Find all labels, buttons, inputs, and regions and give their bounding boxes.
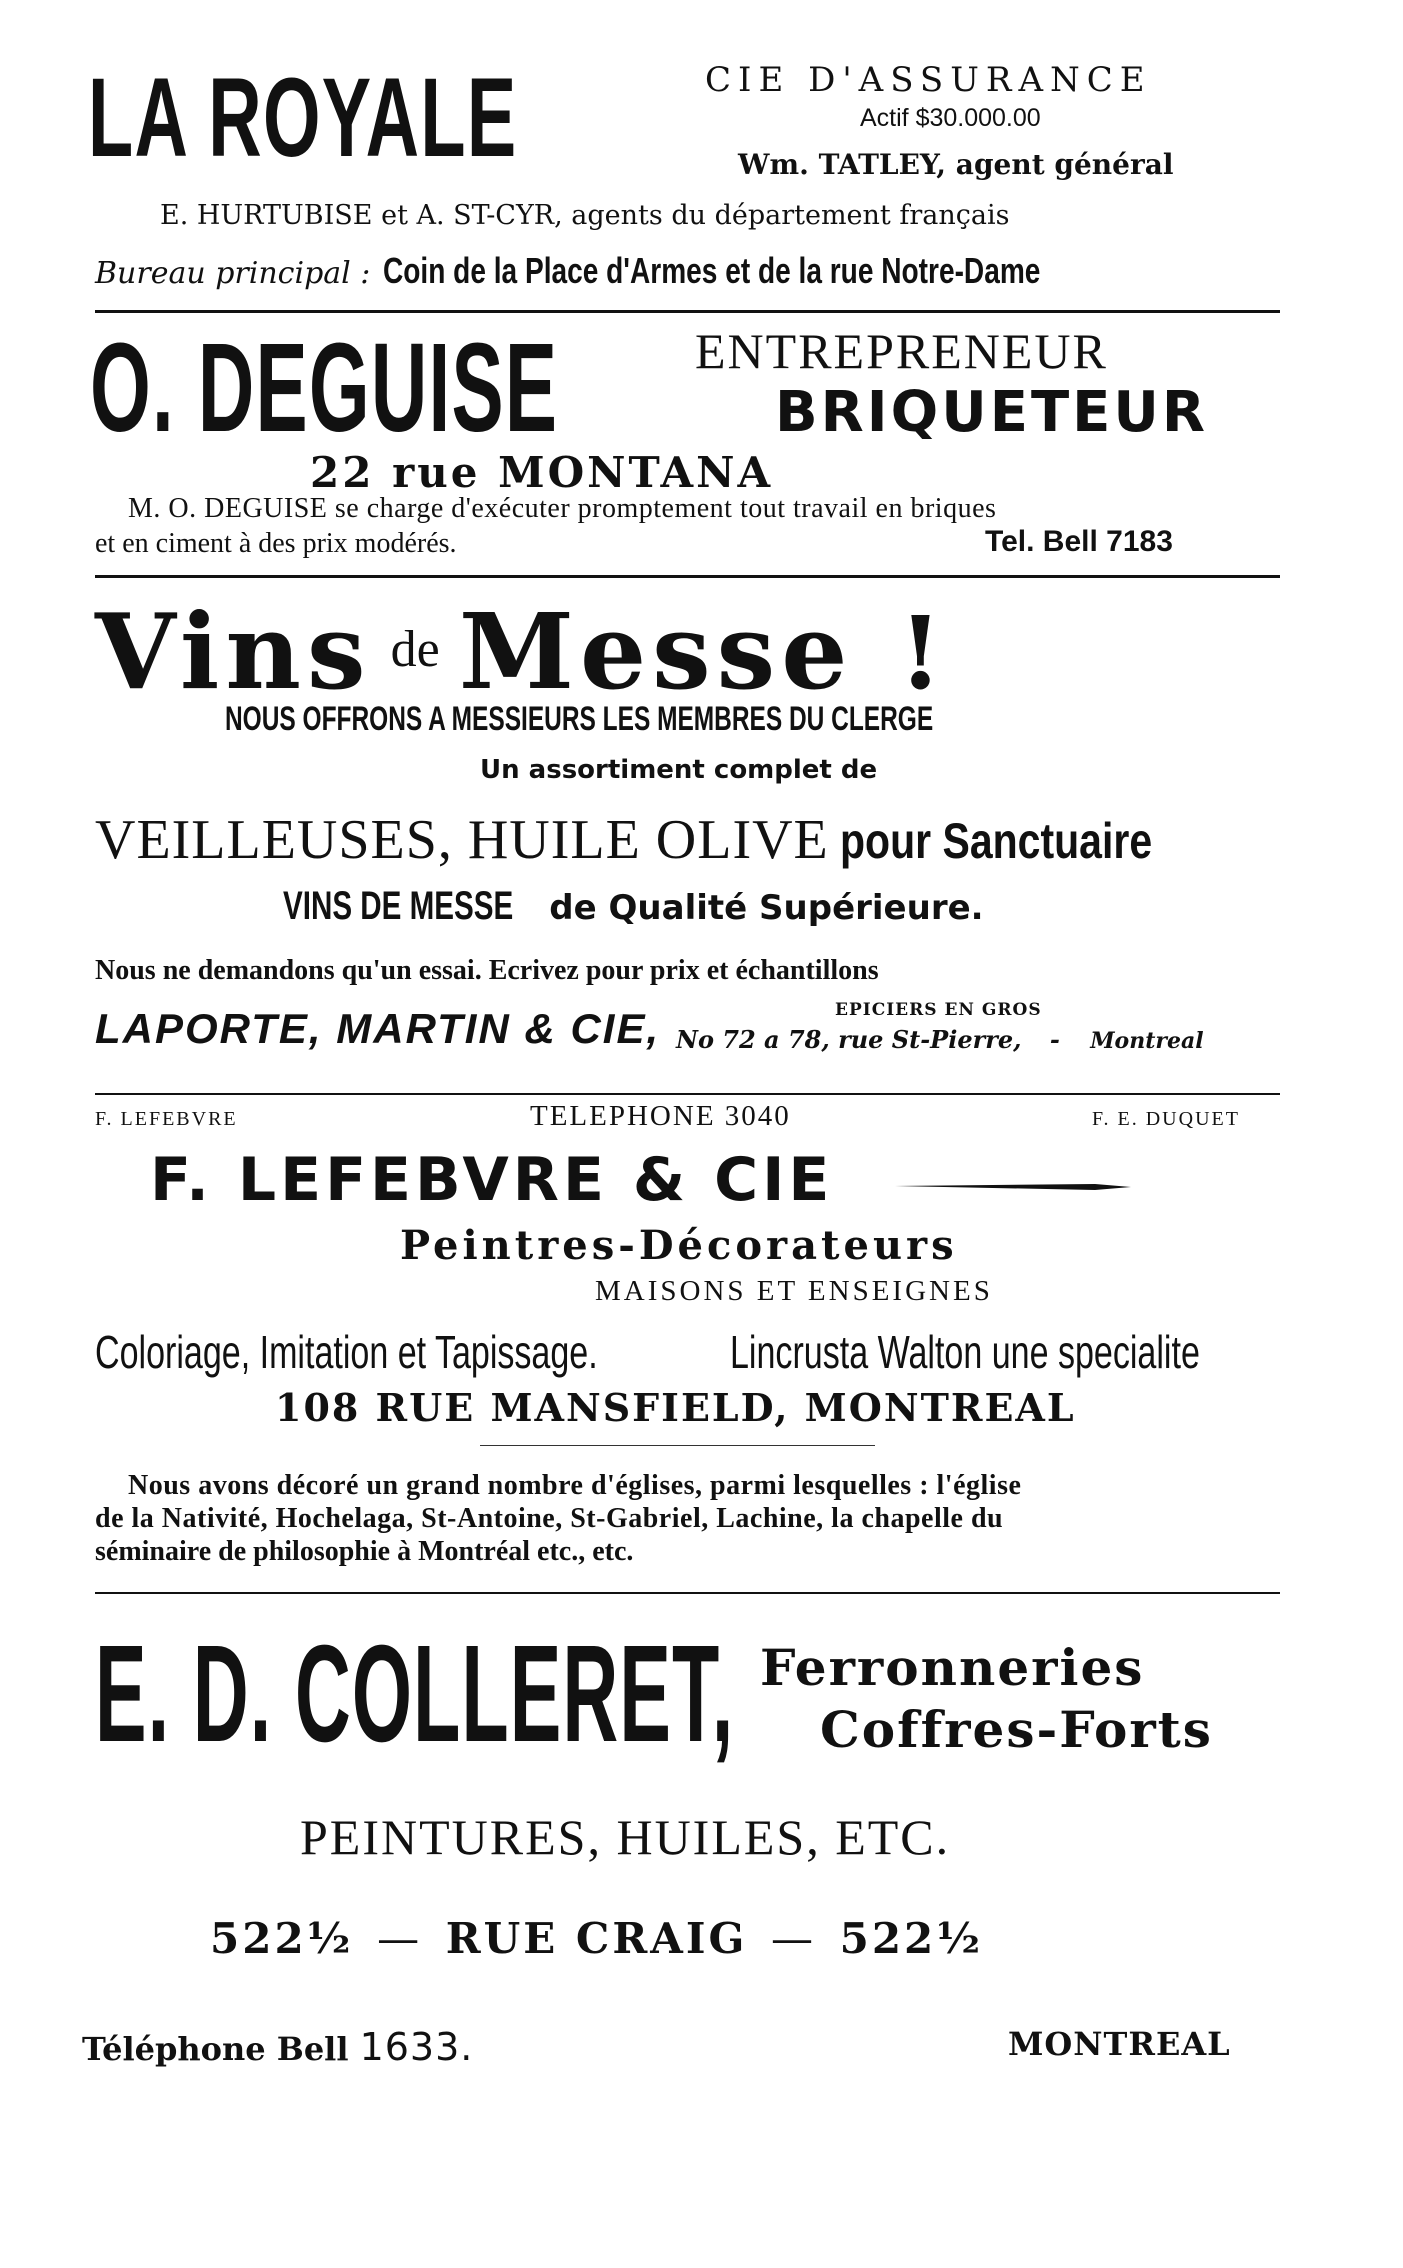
messe-products-b: pour Sanctuaire <box>839 813 1152 869</box>
divider <box>95 310 1280 313</box>
colleret-number-right: 522½ <box>839 1914 984 1963</box>
lefebvre-services-a: Coloriage, Imitation et Tapissage. <box>95 1326 598 1378</box>
messe-heading-vins: Vins <box>95 590 372 713</box>
messe-products-a: VEILLEUSES, HUILE OLIVE <box>95 809 829 871</box>
deguise-address: 22 rue MONTANA <box>310 448 774 497</box>
lefebvre-churches-3: séminaire de philosophie à Montréal etc., etc. <box>95 1536 634 1567</box>
colleret-street: RUE CRAIG <box>445 1914 748 1963</box>
lefebvre-churches-1: Nous avons décoré un grand nombre d'églises, parmi lesquelles : l'église <box>128 1470 1022 1501</box>
royale-assets: Actif $30.000.00 <box>860 104 1041 132</box>
messe-heading-messe: Messe <box>458 590 854 713</box>
lefebvre-churches-2: de la Nativité, Hochelaga, St-Antoine, St-Gabriel, Lachine, la chapelle du <box>95 1503 1004 1534</box>
lefebvre-name: F. LEFEBVRE & CIE <box>150 1145 834 1215</box>
lefebvre-trade: Peintres-Décorateurs <box>400 1222 958 1269</box>
royale-bureau-label: Bureau principal : <box>95 256 371 291</box>
colleret-phone-label: Téléphone Bell <box>82 2030 349 2068</box>
lefebvre-subtrade: MAISONS ET ENSEIGNES <box>595 1275 993 1307</box>
lefebvre-telephone: TELEPHONE 3040 <box>530 1100 791 1132</box>
lefebvre-address: 108 RUE MANSFIELD, MONTREAL <box>275 1385 1076 1430</box>
lefebvre-partner-left: F. LEFEBVRE <box>95 1108 238 1130</box>
messe-offer: NOUS OFFRONS A MESSIEURS LES MEMBRES DU CLERGE <box>225 700 934 738</box>
divider <box>95 575 1280 578</box>
colleret-address <box>210 1914 983 1963</box>
lefebvre-partner-right: F. E. DUQUET <box>1092 1108 1240 1130</box>
deguise-phone: Tel. Bell 7183 <box>985 525 1173 558</box>
deguise-description-1: M. O. DEGUISE se charge d'exécuter promptement tout travail en briques <box>128 493 997 524</box>
colleret-number-left: 522½ <box>210 1914 354 1963</box>
colleret-trade-coffres: Coffres-Forts <box>820 1700 1213 1759</box>
messe-trial: Nous ne demandons qu'un essai. Ecrivez pour prix et échantillons <box>95 955 879 986</box>
colleret-trade-ferronneries: Ferronneries <box>760 1638 1145 1697</box>
royale-company: CIE D'ASSURANCE <box>705 60 1152 100</box>
messe-firm-street: No 72 a 78, rue St-Pierre, <box>676 1025 1022 1054</box>
messe-quality-b: de Qualité Supérieure. <box>549 888 984 928</box>
colleret-city: MONTREAL <box>1008 2025 1231 2063</box>
messe-products <box>95 808 1220 872</box>
colleret-phone <box>82 2025 473 2069</box>
lefebvre-services-b: Lincrusta Walton une specialite <box>730 1326 1200 1378</box>
royale-dept-agents: E. HURTUBISE et A. ST-CYR, agents du département français <box>160 200 1010 231</box>
deguise-description-2: et en ciment à des prix modérés. <box>95 528 457 559</box>
royale-name: LA ROYALE <box>88 55 518 180</box>
royale-agent-general: Wm. TATLEY, agent général <box>738 148 1174 181</box>
messe-firm-name: LAPORTE, MARTIN & CIE, <box>95 1005 661 1052</box>
royale-bureau <box>95 250 1226 292</box>
messe-heading-exclamation: ! <box>898 594 943 712</box>
messe-epiciers: EPICIERS EN GROS <box>835 1000 1042 1020</box>
divider-short <box>480 1445 875 1446</box>
deguise-title-briqueteur: BRIQUETEUR <box>775 380 1209 445</box>
messe-firm-address <box>676 1025 1204 1054</box>
colleret-name: E. D. COLLERET, <box>95 1617 735 1771</box>
messe-quality <box>283 884 984 929</box>
messe-quality-a: VINS DE MESSE <box>283 884 514 928</box>
messe-firm-city: Montreal <box>1090 1028 1204 1054</box>
divider <box>95 1592 1280 1594</box>
lefebvre-flourish <box>895 1178 1135 1194</box>
messe-firm-dash: - <box>1049 1025 1060 1054</box>
messe-heading-de: de <box>390 621 440 678</box>
messe-firm <box>95 1005 660 1053</box>
colleret-dash-right: — <box>770 1914 816 1963</box>
colleret-phone-number: 1633. <box>359 2025 474 2069</box>
lefebvre-services <box>95 1325 1200 1379</box>
divider <box>95 1093 1280 1095</box>
deguise-name: O. DEGUISE <box>90 317 559 458</box>
messe-assortment: Un assortiment complet de <box>480 755 878 785</box>
deguise-title-entrepreneur: ENTREPRENEUR <box>695 323 1108 379</box>
colleret-dash-left: — <box>377 1914 423 1963</box>
colleret-goods: PEINTURES, HUILES, ETC. <box>300 1809 951 1865</box>
messe-heading <box>95 590 943 713</box>
royale-bureau-address: Coin de la Place d'Armes et de la rue Notre-Dame <box>383 250 1041 291</box>
